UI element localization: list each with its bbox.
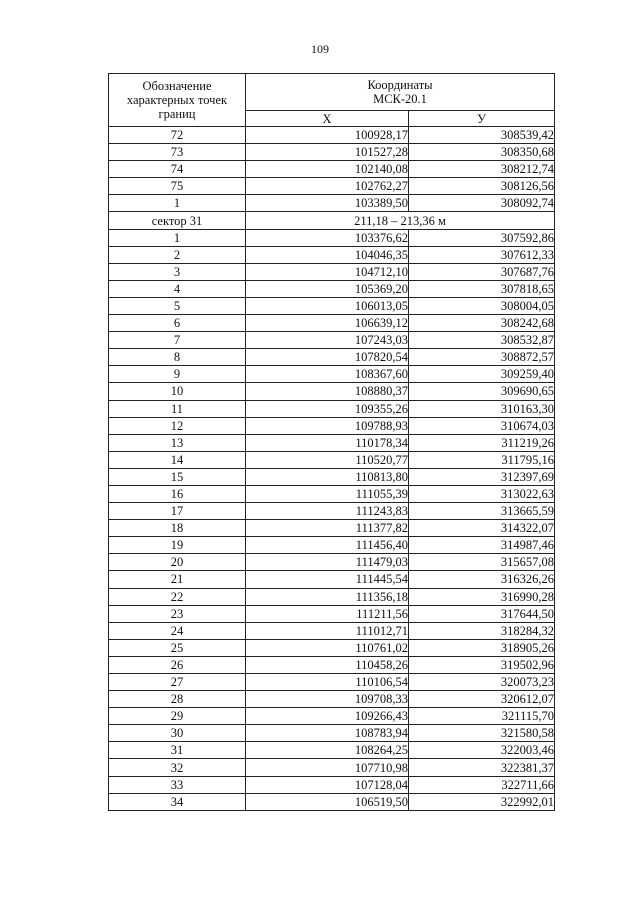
y-coordinate: 321580,58 xyxy=(409,725,555,742)
x-coordinate: 102762,27 xyxy=(246,178,409,195)
point-number: 5 xyxy=(109,297,246,314)
y-coordinate: 318284,32 xyxy=(409,622,555,639)
header-row-top xyxy=(109,74,555,111)
point-number: 22 xyxy=(109,588,246,605)
table-row xyxy=(109,315,555,332)
table-row xyxy=(109,708,555,725)
y-coordinate: 308212,74 xyxy=(409,161,555,178)
x-coordinate: 110520,77 xyxy=(246,451,409,468)
point-number: 25 xyxy=(109,639,246,656)
x-coordinate: 107128,04 xyxy=(246,776,409,793)
point-number: 4 xyxy=(109,280,246,297)
y-coordinate: 315657,08 xyxy=(409,554,555,571)
table-row xyxy=(109,263,555,280)
x-coordinate: 111456,40 xyxy=(246,537,409,554)
y-coordinate: 307612,33 xyxy=(409,246,555,263)
x-coordinate: 103389,50 xyxy=(246,195,409,212)
x-coordinate: 111243,83 xyxy=(246,503,409,520)
x-coordinate: 110178,34 xyxy=(246,434,409,451)
point-number: 30 xyxy=(109,725,246,742)
table-row xyxy=(109,656,555,673)
table-row xyxy=(109,178,555,195)
point-number: 10 xyxy=(109,383,246,400)
sector-range: 211,18 – 213,36 м xyxy=(246,212,555,229)
point-number: 9 xyxy=(109,366,246,383)
point-number: 14 xyxy=(109,451,246,468)
table-row xyxy=(109,485,555,502)
table-row xyxy=(109,383,555,400)
point-number: 13 xyxy=(109,434,246,451)
point-number: 7 xyxy=(109,332,246,349)
x-coordinate: 110813,80 xyxy=(246,468,409,485)
point-number: 1 xyxy=(109,229,246,246)
table-row xyxy=(109,605,555,622)
x-coordinate: 109266,43 xyxy=(246,708,409,725)
point-number: 73 xyxy=(109,144,246,161)
table-row xyxy=(109,554,555,571)
point-number: 34 xyxy=(109,793,246,810)
y-coordinate: 309690,65 xyxy=(409,383,555,400)
point-number: 1 xyxy=(109,195,246,212)
y-coordinate: 311219,26 xyxy=(409,434,555,451)
page-number: 109 xyxy=(311,42,329,56)
y-coordinate: 308539,42 xyxy=(409,127,555,144)
point-number: 15 xyxy=(109,468,246,485)
x-coordinate: 110106,54 xyxy=(246,674,409,691)
y-coordinate: 313665,59 xyxy=(409,503,555,520)
coordinates-header xyxy=(246,74,555,111)
table-row xyxy=(109,759,555,776)
table-row xyxy=(109,366,555,383)
table-row xyxy=(109,588,555,605)
table-row xyxy=(109,793,555,810)
y-coordinate: 319502,96 xyxy=(409,656,555,673)
table-row xyxy=(109,417,555,434)
table-row xyxy=(109,776,555,793)
coordinate-system-label: МСК-20.1 xyxy=(373,92,427,106)
table-row xyxy=(109,229,555,246)
y-coordinate: 307818,65 xyxy=(409,280,555,297)
x-coordinate: 100928,17 xyxy=(246,127,409,144)
table-row xyxy=(109,571,555,588)
point-number: 21 xyxy=(109,571,246,588)
point-number: 11 xyxy=(109,400,246,417)
y-coordinate: 317644,50 xyxy=(409,605,555,622)
table-body xyxy=(109,127,555,811)
y-coordinate: 313022,63 xyxy=(409,485,555,502)
table-row xyxy=(109,639,555,656)
point-number: 18 xyxy=(109,520,246,537)
x-coordinate: 104046,35 xyxy=(246,246,409,263)
table-row xyxy=(109,246,555,263)
y-coordinate: 310674,03 xyxy=(409,417,555,434)
table-row xyxy=(109,144,555,161)
point-number: 20 xyxy=(109,554,246,571)
table-row xyxy=(109,503,555,520)
table-row xyxy=(109,520,555,537)
table-row xyxy=(109,195,555,212)
x-coordinate: 106639,12 xyxy=(246,315,409,332)
table-row xyxy=(109,434,555,451)
x-coordinate: 107710,98 xyxy=(246,759,409,776)
x-coordinate: 108367,60 xyxy=(246,366,409,383)
y-coordinate: 307687,76 xyxy=(409,263,555,280)
point-number: 17 xyxy=(109,503,246,520)
point-designation-header xyxy=(109,74,246,127)
y-coordinate: 308872,57 xyxy=(409,349,555,366)
sector-row xyxy=(109,212,555,229)
table-row xyxy=(109,349,555,366)
y-coordinate: 314987,46 xyxy=(409,537,555,554)
table-row xyxy=(109,468,555,485)
point-number: 26 xyxy=(109,656,246,673)
point-number: 75 xyxy=(109,178,246,195)
x-coordinate: 108264,25 xyxy=(246,742,409,759)
y-coordinate: 309259,40 xyxy=(409,366,555,383)
table-row xyxy=(109,537,555,554)
y-coordinate: 322992,01 xyxy=(409,793,555,810)
point-number: 32 xyxy=(109,759,246,776)
point-number: 27 xyxy=(109,674,246,691)
x-coordinate: 109355,26 xyxy=(246,400,409,417)
point-number: 74 xyxy=(109,161,246,178)
table-row xyxy=(109,691,555,708)
x-coordinate: 104712,10 xyxy=(246,263,409,280)
coordinates-table xyxy=(108,73,555,811)
y-coordinate: 308242,68 xyxy=(409,315,555,332)
x-coordinate: 110458,26 xyxy=(246,656,409,673)
x-coordinate: 108783,94 xyxy=(246,725,409,742)
x-coordinate: 109708,33 xyxy=(246,691,409,708)
x-coordinate: 111356,18 xyxy=(246,588,409,605)
point-number: 16 xyxy=(109,485,246,502)
x-coordinate: 106013,05 xyxy=(246,297,409,314)
table-row xyxy=(109,280,555,297)
y-coordinate: 310163,30 xyxy=(409,400,555,417)
y-coordinate: 321115,70 xyxy=(409,708,555,725)
x-coordinate: 111479,03 xyxy=(246,554,409,571)
x-coordinate: 111055,39 xyxy=(246,485,409,502)
x-coordinate: 103376,62 xyxy=(246,229,409,246)
table-row xyxy=(109,297,555,314)
point-number: 2 xyxy=(109,246,246,263)
x-coordinate: 111211,56 xyxy=(246,605,409,622)
x-coordinate: 102140,08 xyxy=(246,161,409,178)
point-number: 19 xyxy=(109,537,246,554)
y-coordinate: 307592,86 xyxy=(409,229,555,246)
x-coordinate: 106519,50 xyxy=(246,793,409,810)
table-row xyxy=(109,127,555,144)
table-row xyxy=(109,622,555,639)
y-coordinate: 322003,46 xyxy=(409,742,555,759)
point-number: 6 xyxy=(109,315,246,332)
y-coordinate: 312397,69 xyxy=(409,468,555,485)
x-coordinate: 111012,71 xyxy=(246,622,409,639)
x-axis-header: Х xyxy=(246,111,409,127)
y-coordinate: 322381,37 xyxy=(409,759,555,776)
x-coordinate: 107820,54 xyxy=(246,349,409,366)
table-row xyxy=(109,725,555,742)
y-coordinate: 318905,26 xyxy=(409,639,555,656)
point-number: 33 xyxy=(109,776,246,793)
y-coordinate: 308350,68 xyxy=(409,144,555,161)
point-number: 24 xyxy=(109,622,246,639)
table-header xyxy=(109,74,555,127)
y-coordinate: 308126,56 xyxy=(409,178,555,195)
table-row xyxy=(109,451,555,468)
y-coordinate: 308092,74 xyxy=(409,195,555,212)
y-coordinate: 311795,16 xyxy=(409,451,555,468)
point-number: 31 xyxy=(109,742,246,759)
point-number: 12 xyxy=(109,417,246,434)
x-coordinate: 111377,82 xyxy=(246,520,409,537)
point-number: 8 xyxy=(109,349,246,366)
point-number: 28 xyxy=(109,691,246,708)
table-row xyxy=(109,742,555,759)
point-number: 23 xyxy=(109,605,246,622)
y-coordinate: 314322,07 xyxy=(409,520,555,537)
y-coordinate: 308004,05 xyxy=(409,297,555,314)
y-coordinate: 308532,87 xyxy=(409,332,555,349)
x-coordinate: 110761,02 xyxy=(246,639,409,656)
sector-label: сектор 31 xyxy=(109,212,246,229)
x-coordinate: 105369,20 xyxy=(246,280,409,297)
point-number: 29 xyxy=(109,708,246,725)
y-coordinate: 316326,26 xyxy=(409,571,555,588)
table-row xyxy=(109,674,555,691)
point-designation-label: Обозначение характерных точек границ xyxy=(126,79,228,121)
y-coordinate: 322711,66 xyxy=(409,776,555,793)
x-coordinate: 111445,54 xyxy=(246,571,409,588)
x-coordinate: 101527,28 xyxy=(246,144,409,161)
x-coordinate: 107243,03 xyxy=(246,332,409,349)
y-coordinate: 320612,07 xyxy=(409,691,555,708)
table-row xyxy=(109,161,555,178)
coordinates-label: Координаты xyxy=(367,78,433,92)
y-coordinate: 316990,28 xyxy=(409,588,555,605)
y-axis-header: У xyxy=(409,111,555,127)
point-number: 72 xyxy=(109,127,246,144)
x-coordinate: 108880,37 xyxy=(246,383,409,400)
x-coordinate: 109788,93 xyxy=(246,417,409,434)
table-row xyxy=(109,332,555,349)
table-row xyxy=(109,400,555,417)
point-number: 3 xyxy=(109,263,246,280)
y-coordinate: 320073,23 xyxy=(409,674,555,691)
